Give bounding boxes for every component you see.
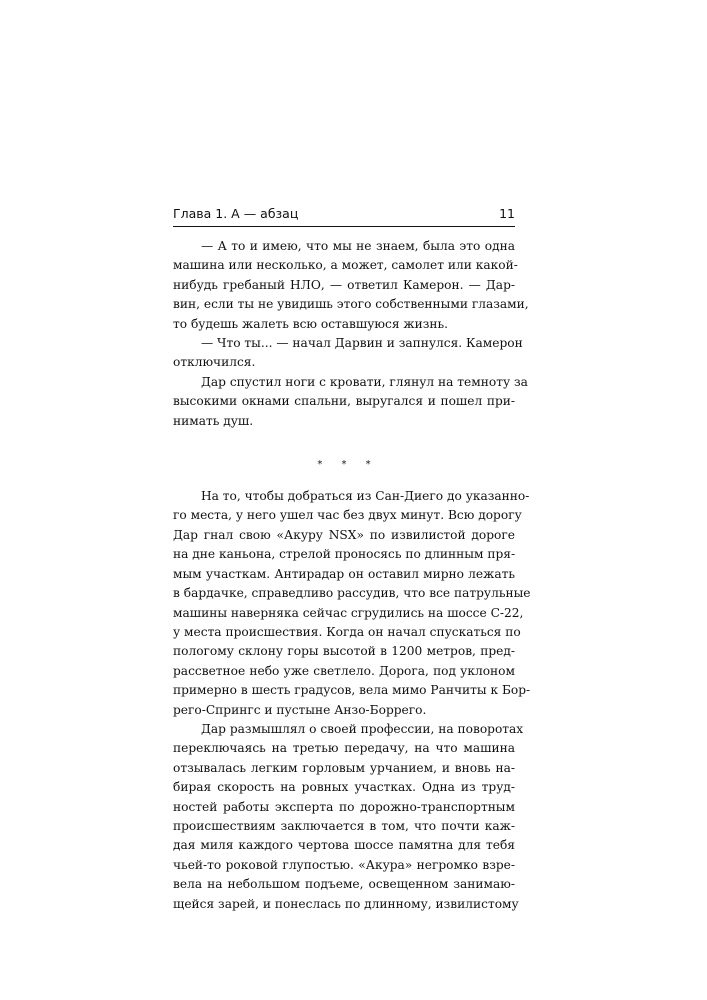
text-line: машина или несколько, а может, самолет или какой- — [173, 258, 518, 273]
text-line: у места происшествия. Когда он начал спускаться по — [173, 624, 521, 639]
text-line: Дар спустил ноги с кровати, глянул на темноту за — [201, 374, 528, 389]
text-line: Дар размышлял о своей профессии, на поворотах — [201, 721, 524, 736]
paragraph — [173, 334, 523, 373]
text-line: рассветное небо уже светлело. Дорога, под уклоном — [173, 663, 515, 678]
text-line: ностей работы эксперта по дорожно-транспортным — [173, 799, 515, 814]
text-line: отключился. — [173, 355, 256, 370]
text-line: мым участкам. Антирадар он оставил мирно лежать — [173, 566, 515, 581]
text-line: вела на небольшом подъеме, освещенном занимаю- — [173, 877, 515, 892]
text-line: чьей-то роковой глупостью. «Акура» негромко взре- — [173, 857, 515, 872]
text-line: — Что ты... — начал Дарвин и запнулся. Камерон — [201, 336, 523, 351]
text-line: дая миля каждого чертова шоссе памятна для тебя — [173, 838, 515, 853]
text-line: — А то и имею, что мы не знаем, была это одна — [201, 239, 515, 253]
running-header — [173, 204, 515, 227]
chapter-title: Глава 1. А — абзац — [173, 206, 299, 221]
text-line: нимать душ. — [173, 413, 254, 428]
text-line: рего-Спрингс и пустыне Анзо-Боррего. — [173, 702, 427, 717]
page-number: 11 — [499, 206, 515, 221]
text-line: в бардачке, справедливо рассудив, что все патрульные — [173, 586, 531, 601]
text-line: переключаясь на третью передачу, на что машина — [173, 741, 515, 756]
text-line: примерно в шесть градусов, вела мимо Ранчиты к Бор- — [173, 683, 531, 698]
text-line: отзывалась легким горловым урчанием, и вновь на- — [173, 760, 515, 775]
text-line: Дар гнал свою «Акуру NSX» по извилистой дороге — [173, 527, 515, 542]
paragraph — [173, 237, 529, 334]
text-line: вин, если ты не увидишь этого собственными глазами, — [173, 297, 529, 312]
text-line: го места, у него ушел час без двух минут. Всю дорогу — [173, 508, 522, 523]
paragraph — [173, 720, 524, 914]
text-line: щейся зарей, и понеслась по длинному, извилистому — [173, 896, 519, 911]
text-line: на дне каньона, стрелой проносясь по длинным пря- — [173, 547, 516, 562]
section-separator: * * * — [317, 459, 379, 471]
text-line: На то, чтобы добраться из Сан-Диего до указанно- — [201, 489, 530, 504]
text-line: бирая скорость на ровных участках. Одна из труд- — [173, 780, 515, 795]
paragraph — [173, 373, 528, 431]
page-body — [173, 237, 531, 914]
text-line: высокими окнами спальни, выругался и пошел при- — [173, 394, 515, 409]
text-line: пологому склону горы высотой в 1200 метров, пред- — [173, 644, 515, 659]
paragraph — [173, 487, 531, 720]
text-line: происшествиям заключается в том, что почти каж- — [173, 818, 515, 833]
text-line: машины наверняка сейчас сгрудились на шоссе С-22, — [173, 605, 524, 620]
text-line: нибудь гребаный НЛО, — ответил Камерон. — Дар- — [173, 277, 515, 292]
text-line: то будешь жалеть всю оставшуюся жизнь. — [173, 316, 449, 331]
